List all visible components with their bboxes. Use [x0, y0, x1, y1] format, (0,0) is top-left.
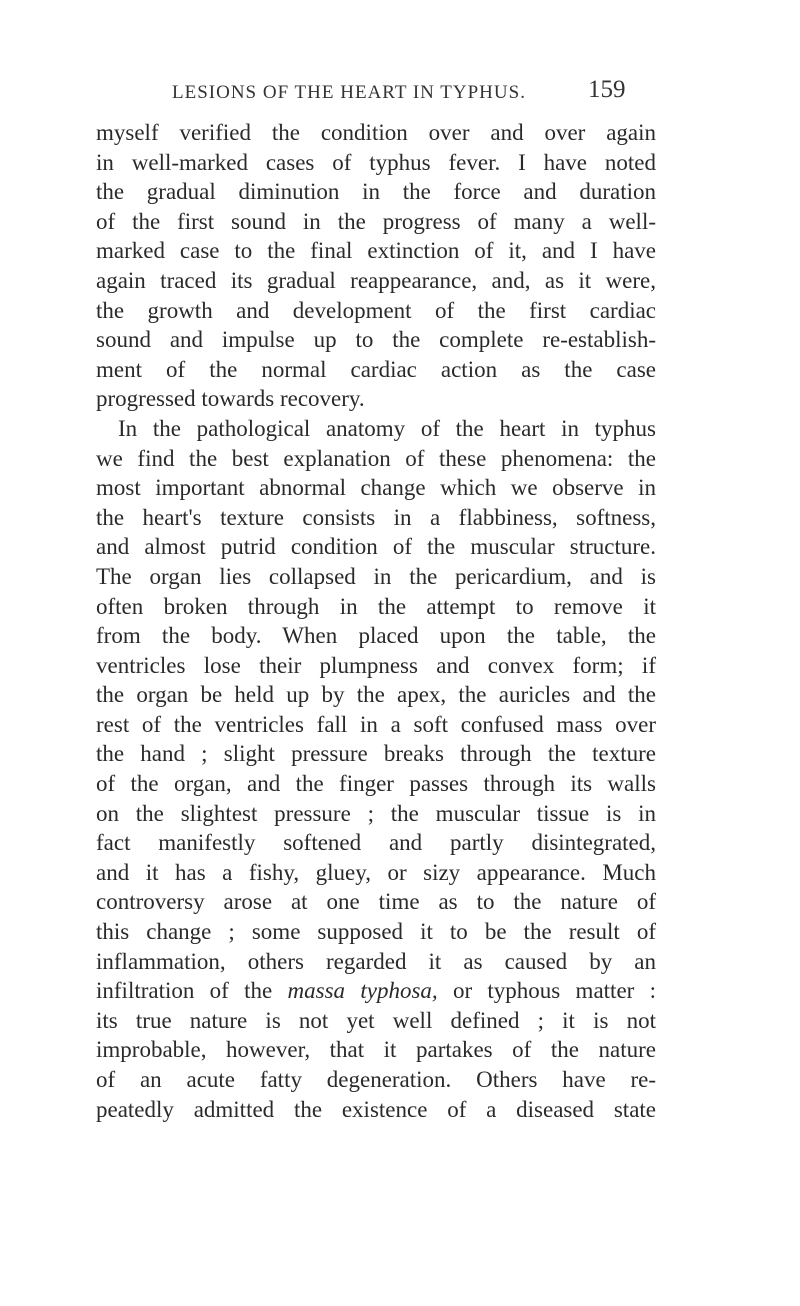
italic-term: massa typhosa, — [287, 978, 438, 1004]
text-line: the heart's texture consists in a flabbiness, softness, — [96, 504, 656, 530]
text-line: the growth and development of the first cardiac — [96, 297, 656, 323]
text-line: ventricles lose their plumpness and convex form; if — [96, 652, 656, 678]
text-line: in well-marked cases of typhus fever. I have noted — [96, 149, 656, 175]
text-line — [96, 976, 656, 1006]
text-line: controversy arose at one time as to the nature of — [96, 889, 656, 915]
text-line: of an acute fatty degeneration. Others have re- — [96, 1067, 656, 1092]
text-line: peatedly admitted the existence of a diseased state — [96, 1096, 656, 1122]
running-head: LESIONS OF THE HEART IN TYPHUS. — [172, 82, 526, 103]
text-line: the organ be held up by the apex, the auricles and the — [96, 682, 656, 708]
text-line: of the first sound in the progress of many a well- — [96, 208, 656, 234]
text-line: progressed towards recovery. — [96, 386, 365, 412]
text-line: myself verified the condition over and over again — [96, 120, 656, 145]
text-segment: or typhous matter : — [437, 978, 656, 1004]
text-line: and it has a fishy, gluey, or sizy appearance. Much — [96, 859, 656, 885]
text-line: fact manifestly softened and partly disintegrated, — [96, 830, 656, 856]
text-segment: infiltration of the — [96, 978, 288, 1004]
text-line: its true nature is not yet well defined ; it is not — [96, 1007, 656, 1033]
text-line: rest of the ventricles fall in a soft confused mass over — [96, 711, 656, 737]
body-text — [96, 118, 656, 1124]
text-line: on the slightest pressure ; the muscular tissue is in — [96, 800, 656, 826]
text-line: marked case to the final extinction of it, and I have — [96, 238, 656, 264]
text-line: ment of the normal cardiac action as the case — [96, 356, 656, 382]
page-number: 159 — [588, 76, 626, 103]
text-line: inflammation, others regarded it as caused by an — [96, 948, 656, 974]
text-line: improbable, however, that it partakes of the nature — [96, 1037, 656, 1063]
text-line: In the pathological anatomy of the heart in typhus — [118, 415, 656, 441]
text-line: most important abnormal change which we observe in — [96, 475, 656, 501]
text-line: the gradual diminution in the force and duration — [96, 179, 656, 205]
text-line: the hand ; slight pressure breaks through the texture — [96, 741, 656, 767]
text-line: The organ lies collapsed in the pericardium, and is — [96, 563, 656, 589]
text-line: from the body. When placed upon the table, the — [96, 623, 656, 649]
text-line: and almost putrid condition of the muscular structure. — [96, 534, 656, 560]
text-line: again traced its gradual reappearance, and, as it were, — [96, 267, 656, 293]
text-line: of the organ, and the finger passes through its walls — [96, 771, 656, 797]
text-line: often broken through in the attempt to remove it — [96, 593, 656, 619]
text-line: sound and impulse up to the complete re-establish- — [96, 327, 656, 353]
text-line: we find the best explanation of these phenomena: the — [96, 445, 656, 471]
text-line: this change ; some supposed it to be the result of — [96, 919, 656, 945]
